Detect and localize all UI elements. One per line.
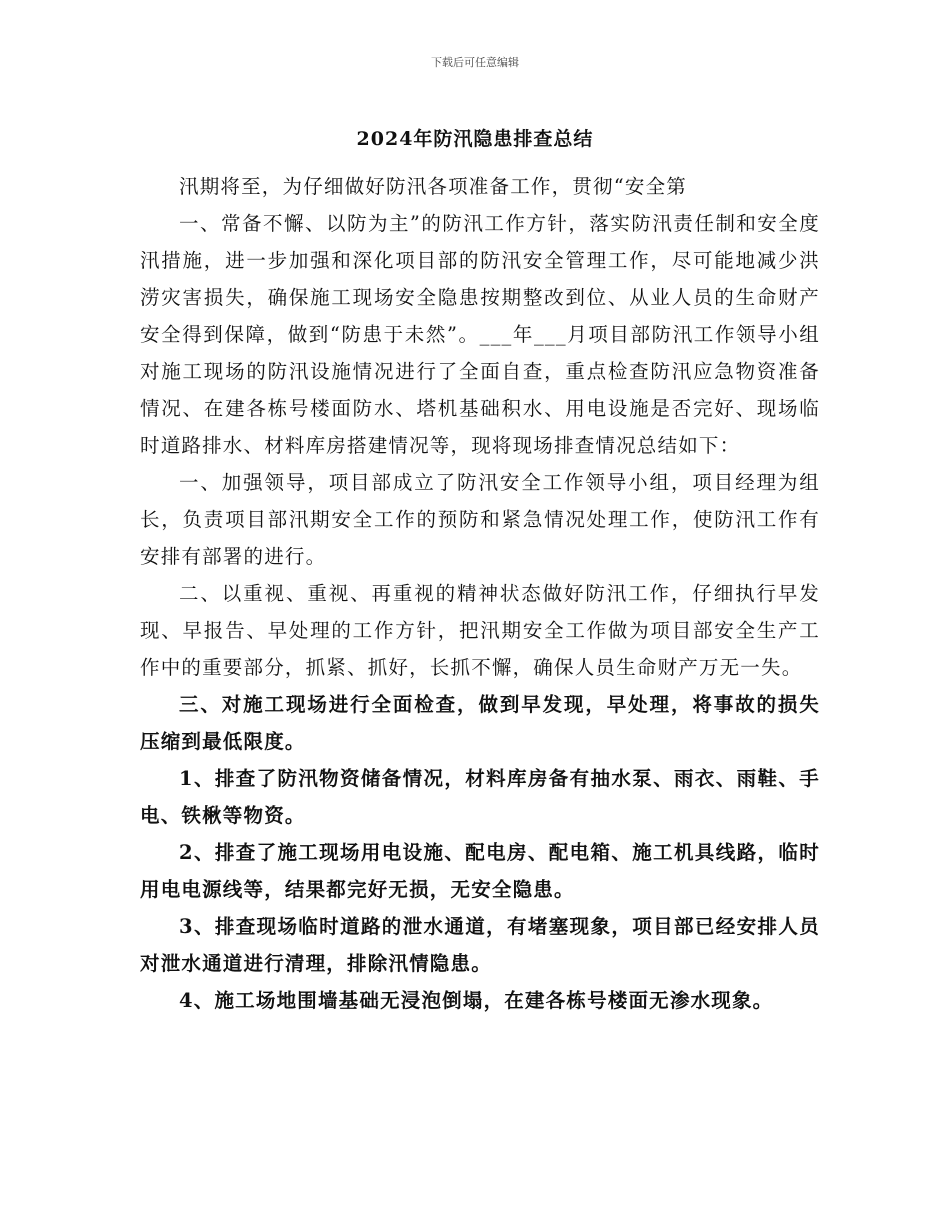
paragraph-intro: 汛期将至，为仔细做好防汛各项准备工作，贯彻“安全第 bbox=[179, 175, 687, 198]
paragraph-section-2: 二、以重视、重视、再重视的精神状态做好防汛工作，仔细执行早发现、早报告、早处理的工作方针，把汛期安全工作做为项目部安全生产工作中的重要部分，抓紧、抓好，长抓不懈，确保人员生命财产万无一失。 bbox=[140, 582, 820, 679]
paragraph-item-2: 2、排查了施工现场用电设施、配电房、配电箱、施工机具线路，临时用电电源线等，结果都完好无损，无安全隐患。 bbox=[140, 841, 820, 901]
paragraph-intro-continued: 一、常备不懈、以防为主”的防汛工作方针，落实防汛责任制和安全度汛措施，进一步加强和深化项目部的防汛安全管理工作，尽可能地减少洪涝灾害损失，确保施工现场安全隐患按期整改到位、从业人员的生命财产安全得到保障，做到“防患于未然”。___年___月项目部防汛工作领导小组对施工现场的防汛设施情况进行了全面自查，重点检查防汛应急物资准备情况、在建各栋号楼面防水、塔机基础积水、用电设施是否完好、现场临时道路排水、材料库房搭建情况等，现将现场排查情况总结如下： bbox=[140, 212, 820, 457]
paragraph-item-3: 3、排查现场临时道路的泄水通道，有堵塞现象，项目部已经安排人员对泄水通道进行清理，排除汛情隐患。 bbox=[140, 915, 820, 975]
document-body bbox=[140, 168, 820, 1019]
paragraph-item-4: 4、施工场地围墙基础无浸泡倒塌，在建各栋号楼面无渗水现象。 bbox=[179, 989, 774, 1012]
document-title: 2024年防汛隐患排查总结 bbox=[356, 128, 594, 150]
paragraph-section-3: 三、对施工现场进行全面检查，做到早发现，早处理，将事故的损失压缩到最低限度。 bbox=[140, 693, 820, 753]
paragraph-section-1: 一、加强领导，项目部成立了防汛安全工作领导小组，项目经理为组长，负责项目部汛期安全工作的预防和紧急情况处理工作，使防汛工作有安排有部署的进行。 bbox=[140, 471, 820, 568]
paragraph-item-1: 1、排查了防汛物资储备情况，材料库房备有抽水泵、雨衣、雨鞋、手电、铁楸等物资。 bbox=[140, 767, 820, 827]
header-note: 下载后可任意编辑 bbox=[431, 56, 519, 69]
